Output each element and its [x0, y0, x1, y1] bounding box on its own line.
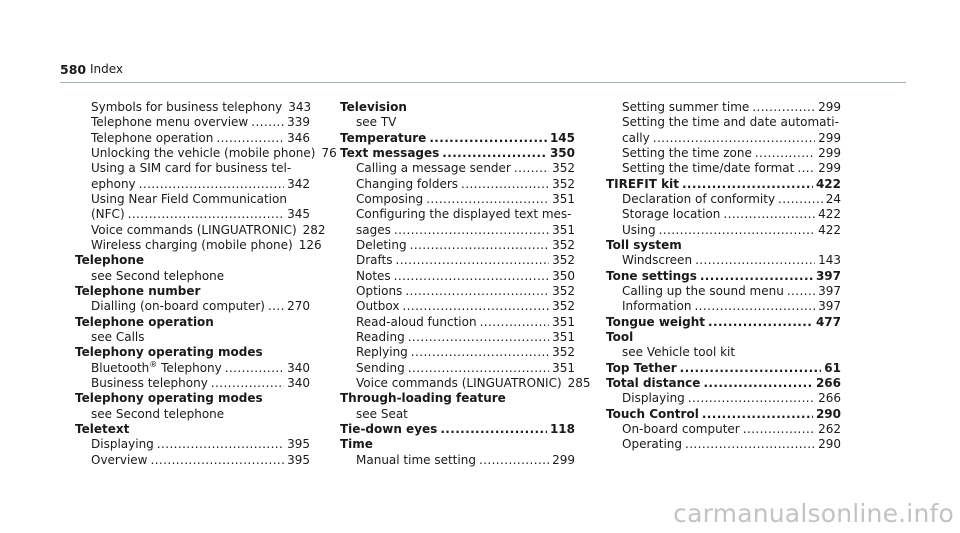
index-heading	[606, 376, 841, 391]
dot-leader	[411, 345, 549, 360]
page-reference[interactable]: 145	[549, 130, 575, 145]
entry-text: Telephone operation	[91, 130, 214, 145]
entry-text: Wireless charging (mobile phone)	[91, 237, 293, 252]
page-reference[interactable]: 346	[287, 130, 310, 145]
index-heading: Telephony operating modes	[75, 345, 263, 360]
dot-leader	[653, 131, 815, 146]
index-subentry: Using a SIM card for business tel-	[91, 161, 292, 176]
index-subentry	[606, 207, 841, 222]
dot-leader	[708, 315, 813, 330]
dot-leader	[461, 177, 549, 192]
page-reference[interactable]: 270	[287, 299, 310, 314]
entry-text: cally	[622, 130, 650, 145]
index-subentry	[606, 192, 841, 207]
page-reference[interactable]: 299	[818, 161, 841, 176]
page-reference[interactable]: 351	[552, 329, 575, 344]
page-reference[interactable]: 299	[818, 145, 841, 160]
entry-text: Read-aloud function	[356, 314, 477, 329]
entry-text: Calling up the sound menu	[622, 283, 784, 298]
page-reference[interactable]: 299	[818, 130, 841, 145]
entry-text: Tone settings	[606, 268, 697, 283]
index-subentry	[75, 145, 337, 161]
page-reference[interactable]: 352	[552, 237, 575, 252]
page-header	[60, 60, 906, 83]
entry-text: (NFC)	[91, 207, 125, 222]
page-reference[interactable]: 339	[287, 115, 310, 130]
page-reference[interactable]: 343	[288, 100, 312, 114]
page-reference[interactable]: 266	[818, 391, 841, 406]
index-subentry	[340, 223, 575, 238]
dot-leader	[700, 269, 813, 284]
dot-leader	[680, 361, 822, 376]
index-subentry	[340, 345, 575, 360]
page-reference[interactable]: 395	[287, 452, 310, 467]
page-reference[interactable]: 340	[287, 360, 310, 375]
entry-text: Information	[622, 299, 692, 314]
entry-text: Dialling (on-board computer)	[91, 299, 265, 314]
index-heading	[340, 131, 575, 146]
entry-text: Setting the time/date format	[622, 161, 795, 176]
page-reference[interactable]: 299	[552, 452, 575, 467]
entry-text: Displaying	[622, 391, 685, 406]
index-subentry	[75, 299, 310, 314]
index-heading: Television	[340, 100, 407, 114]
index-heading	[606, 269, 841, 284]
dot-leader	[128, 207, 284, 222]
index-subentry	[340, 361, 575, 376]
index-subentry	[340, 299, 575, 314]
dot-leader	[797, 161, 815, 176]
dot-leader	[480, 315, 550, 330]
watermark: carmanualsonline.info	[673, 499, 954, 528]
index-subentry	[75, 222, 326, 238]
dot-leader	[396, 253, 550, 268]
index-subentry: Configuring the displayed text mes-	[356, 207, 572, 222]
page-label: Index	[90, 62, 124, 76]
index-column-1	[75, 100, 337, 468]
dot-leader	[408, 361, 549, 376]
page-reference[interactable]: 352	[552, 283, 575, 298]
page-reference[interactable]: 262	[818, 421, 841, 436]
page-reference[interactable]: 285	[567, 375, 591, 390]
page-reference[interactable]: 422	[818, 222, 841, 237]
entry-text: Sending	[356, 360, 405, 375]
page-reference[interactable]: 76	[321, 145, 337, 160]
entry-text: Telephone menu overview	[91, 115, 249, 130]
dot-leader	[410, 238, 549, 253]
index-subentry	[606, 100, 841, 115]
entry-text: Unlocking the vehicle (mobile phone)	[91, 145, 316, 160]
index-heading: Time	[340, 437, 373, 452]
page-reference[interactable]: 352	[552, 161, 575, 176]
page-reference[interactable]: 352	[552, 345, 575, 360]
page-reference[interactable]: 477	[815, 314, 841, 329]
dot-leader	[139, 177, 284, 192]
index-subentry: Setting the time and date automati-	[622, 115, 839, 130]
entry-text: Top Tether	[606, 360, 677, 375]
entry-text: Windscreen	[622, 253, 693, 268]
dot-leader	[405, 284, 549, 299]
dot-leader	[514, 161, 549, 176]
dot-leader	[723, 207, 815, 222]
entry-text: ephony	[91, 176, 136, 191]
index-heading	[340, 422, 575, 437]
entry-text: Tongue weight	[606, 314, 706, 329]
page-reference[interactable]: 350	[552, 268, 575, 283]
page-reference[interactable]: 422	[818, 207, 841, 222]
index-subentry: see Second telephone	[91, 268, 225, 283]
dot-leader	[695, 253, 815, 268]
entry-text: Reading	[356, 329, 405, 344]
entry-text: Storage location	[622, 207, 721, 222]
dot-leader	[479, 453, 549, 468]
page-reference[interactable]: 118	[549, 421, 575, 436]
index-heading	[606, 315, 841, 330]
index-heading: Telephone operation	[75, 314, 214, 329]
entry-text: Text messages	[340, 145, 440, 160]
entry-text: On-board computer	[622, 421, 740, 436]
index-heading	[606, 361, 841, 376]
index-subentry	[606, 161, 841, 176]
entry-text: Overview	[91, 452, 148, 467]
index-column-2	[340, 100, 591, 468]
entry-text: sages	[356, 222, 391, 237]
page-reference[interactable]: 282	[302, 222, 326, 237]
index-heading: Through-loading feature	[340, 391, 506, 406]
dot-leader	[408, 330, 549, 345]
entry-text: Temperature	[340, 130, 427, 145]
entry-text: Bluetooth® Telephony	[91, 359, 222, 375]
page-reference[interactable]: 342	[287, 176, 310, 191]
index-subentry: Using Near Field Communication	[91, 191, 287, 206]
index-subentry: see Second telephone	[91, 406, 225, 421]
page-reference[interactable]: 422	[815, 176, 841, 191]
page-reference[interactable]: 299	[818, 100, 841, 114]
entry-text: Business telephony	[91, 375, 208, 390]
entry-text: Deleting	[356, 237, 407, 252]
index-subentry	[75, 100, 310, 115]
entry-text: Notes	[356, 268, 391, 283]
entry-text: Outbox	[356, 299, 400, 314]
entry-text: Setting summer time	[622, 100, 750, 114]
entry-text: Composing	[356, 191, 424, 206]
page-reference[interactable]: 61	[824, 360, 841, 375]
entry-text: Total distance	[606, 375, 701, 390]
dot-leader	[429, 131, 547, 146]
index-subentry: see TV	[356, 115, 397, 130]
dot-leader	[755, 146, 815, 161]
dot-leader	[685, 437, 815, 452]
index-subentry	[75, 237, 322, 253]
index-heading: Toll system	[606, 237, 682, 252]
index-subentry	[606, 284, 841, 299]
index-heading: Telephony operating modes	[75, 391, 263, 406]
page-reference[interactable]: 395	[287, 437, 310, 452]
entry-text: Tie-down eyes	[340, 421, 438, 436]
index-subentry	[75, 376, 310, 391]
page-reference[interactable]: 351	[552, 222, 575, 237]
page-reference[interactable]: 290	[818, 437, 841, 452]
dot-leader	[659, 223, 816, 238]
index-heading	[340, 146, 575, 161]
index-subentry	[75, 177, 310, 192]
page-reference[interactable]: 397	[818, 299, 841, 314]
page-reference[interactable]: 345	[287, 207, 310, 222]
page-number: 580	[60, 62, 87, 77]
index-subentry	[340, 161, 575, 176]
dot-leader	[211, 376, 284, 391]
index-column-3	[606, 100, 841, 453]
entry-text: Drafts	[356, 253, 393, 268]
index-subentry	[75, 361, 310, 376]
dot-leader	[216, 131, 284, 146]
dot-leader	[682, 177, 813, 192]
dot-leader	[694, 299, 815, 314]
dot-leader	[251, 115, 284, 130]
dot-leader	[440, 422, 547, 437]
dot-leader	[743, 422, 815, 437]
index-subentry	[606, 391, 841, 406]
index-subentry: see Vehicle tool kit	[622, 345, 736, 360]
page-reference[interactable]: 351	[552, 314, 575, 329]
entry-text: Symbols for business telephony	[91, 100, 283, 114]
entry-text: Manual time setting	[356, 452, 476, 467]
dot-leader	[703, 376, 813, 391]
index-subentry	[340, 315, 575, 330]
dot-leader	[787, 284, 815, 299]
page-reference[interactable]: 351	[552, 191, 575, 206]
dot-leader	[688, 391, 815, 406]
index-subentry	[75, 115, 310, 130]
index-subentry	[606, 253, 841, 268]
index-subentry	[606, 131, 841, 146]
index-subentry	[606, 223, 841, 238]
entry-text: TIREFIT kit	[606, 176, 679, 191]
entry-text: Changing folders	[356, 176, 459, 191]
index-subentry	[340, 253, 575, 268]
registered-mark: ®	[149, 359, 158, 369]
page-reference[interactable]: 351	[552, 360, 575, 375]
dot-leader	[151, 453, 285, 468]
index-subentry	[75, 437, 310, 452]
page-reference[interactable]: 352	[552, 176, 575, 191]
dot-leader	[778, 192, 823, 207]
dot-leader	[268, 299, 284, 314]
page-reference[interactable]: 352	[552, 253, 575, 268]
page-reference[interactable]: 340	[287, 375, 310, 390]
page-reference[interactable]: 24	[825, 191, 841, 206]
index-subentry	[340, 238, 575, 253]
index-subentry	[340, 192, 575, 207]
dot-leader	[157, 437, 284, 452]
index-heading: Telephone	[75, 253, 145, 268]
index-heading: Telephone number	[75, 283, 201, 298]
index-subentry	[340, 269, 575, 284]
entry-text: Voice commands (LINGUATRONIC)	[91, 222, 297, 237]
entry-text: Declaration of conformity	[622, 191, 776, 206]
dot-leader	[442, 146, 547, 161]
index-heading	[606, 407, 841, 422]
page-reference[interactable]: 266	[815, 375, 841, 390]
entry-text: Displaying	[91, 437, 154, 452]
index-subentry	[606, 422, 841, 437]
dot-leader	[702, 407, 813, 422]
entry-text: Using	[622, 222, 656, 237]
index-subentry	[606, 299, 841, 314]
index-heading	[606, 177, 841, 192]
dot-leader	[402, 299, 549, 314]
index-heading: Tool	[606, 329, 634, 344]
entry-text: Touch Control	[606, 406, 699, 421]
index-subentry	[75, 207, 310, 222]
page-reference[interactable]: 126	[298, 237, 322, 252]
index-subentry: see Calls	[91, 329, 145, 344]
index-subentry	[340, 375, 591, 391]
page-reference[interactable]: 397	[818, 283, 841, 298]
index-subentry	[606, 437, 841, 452]
index-subentry	[340, 177, 575, 192]
page-reference[interactable]: 397	[815, 268, 841, 283]
index-subentry	[340, 453, 575, 468]
index-subentry	[606, 146, 841, 161]
page-reference[interactable]: 143	[818, 253, 841, 268]
entry-text: Voice commands (LINGUATRONIC)	[356, 375, 562, 390]
entry-text: Calling a message sender	[356, 161, 511, 176]
entry-text: Setting the time zone	[622, 145, 752, 160]
entry-text: Replying	[356, 345, 408, 360]
dot-leader	[394, 223, 549, 238]
dot-leader	[394, 269, 549, 284]
index-subentry: see Seat	[356, 406, 408, 421]
index-subentry	[75, 453, 310, 468]
index-heading: Teletext	[75, 421, 130, 436]
page-reference[interactable]: 290	[815, 406, 841, 421]
dot-leader	[752, 100, 815, 115]
index-subentry	[340, 330, 575, 345]
page-reference[interactable]: 350	[549, 145, 575, 160]
index-subentry	[75, 131, 310, 146]
dot-leader	[426, 192, 549, 207]
dot-leader	[225, 361, 284, 376]
page-reference[interactable]: 352	[552, 299, 575, 314]
index-subentry	[340, 284, 575, 299]
entry-text: Options	[356, 283, 403, 298]
entry-text: Operating	[622, 437, 682, 452]
